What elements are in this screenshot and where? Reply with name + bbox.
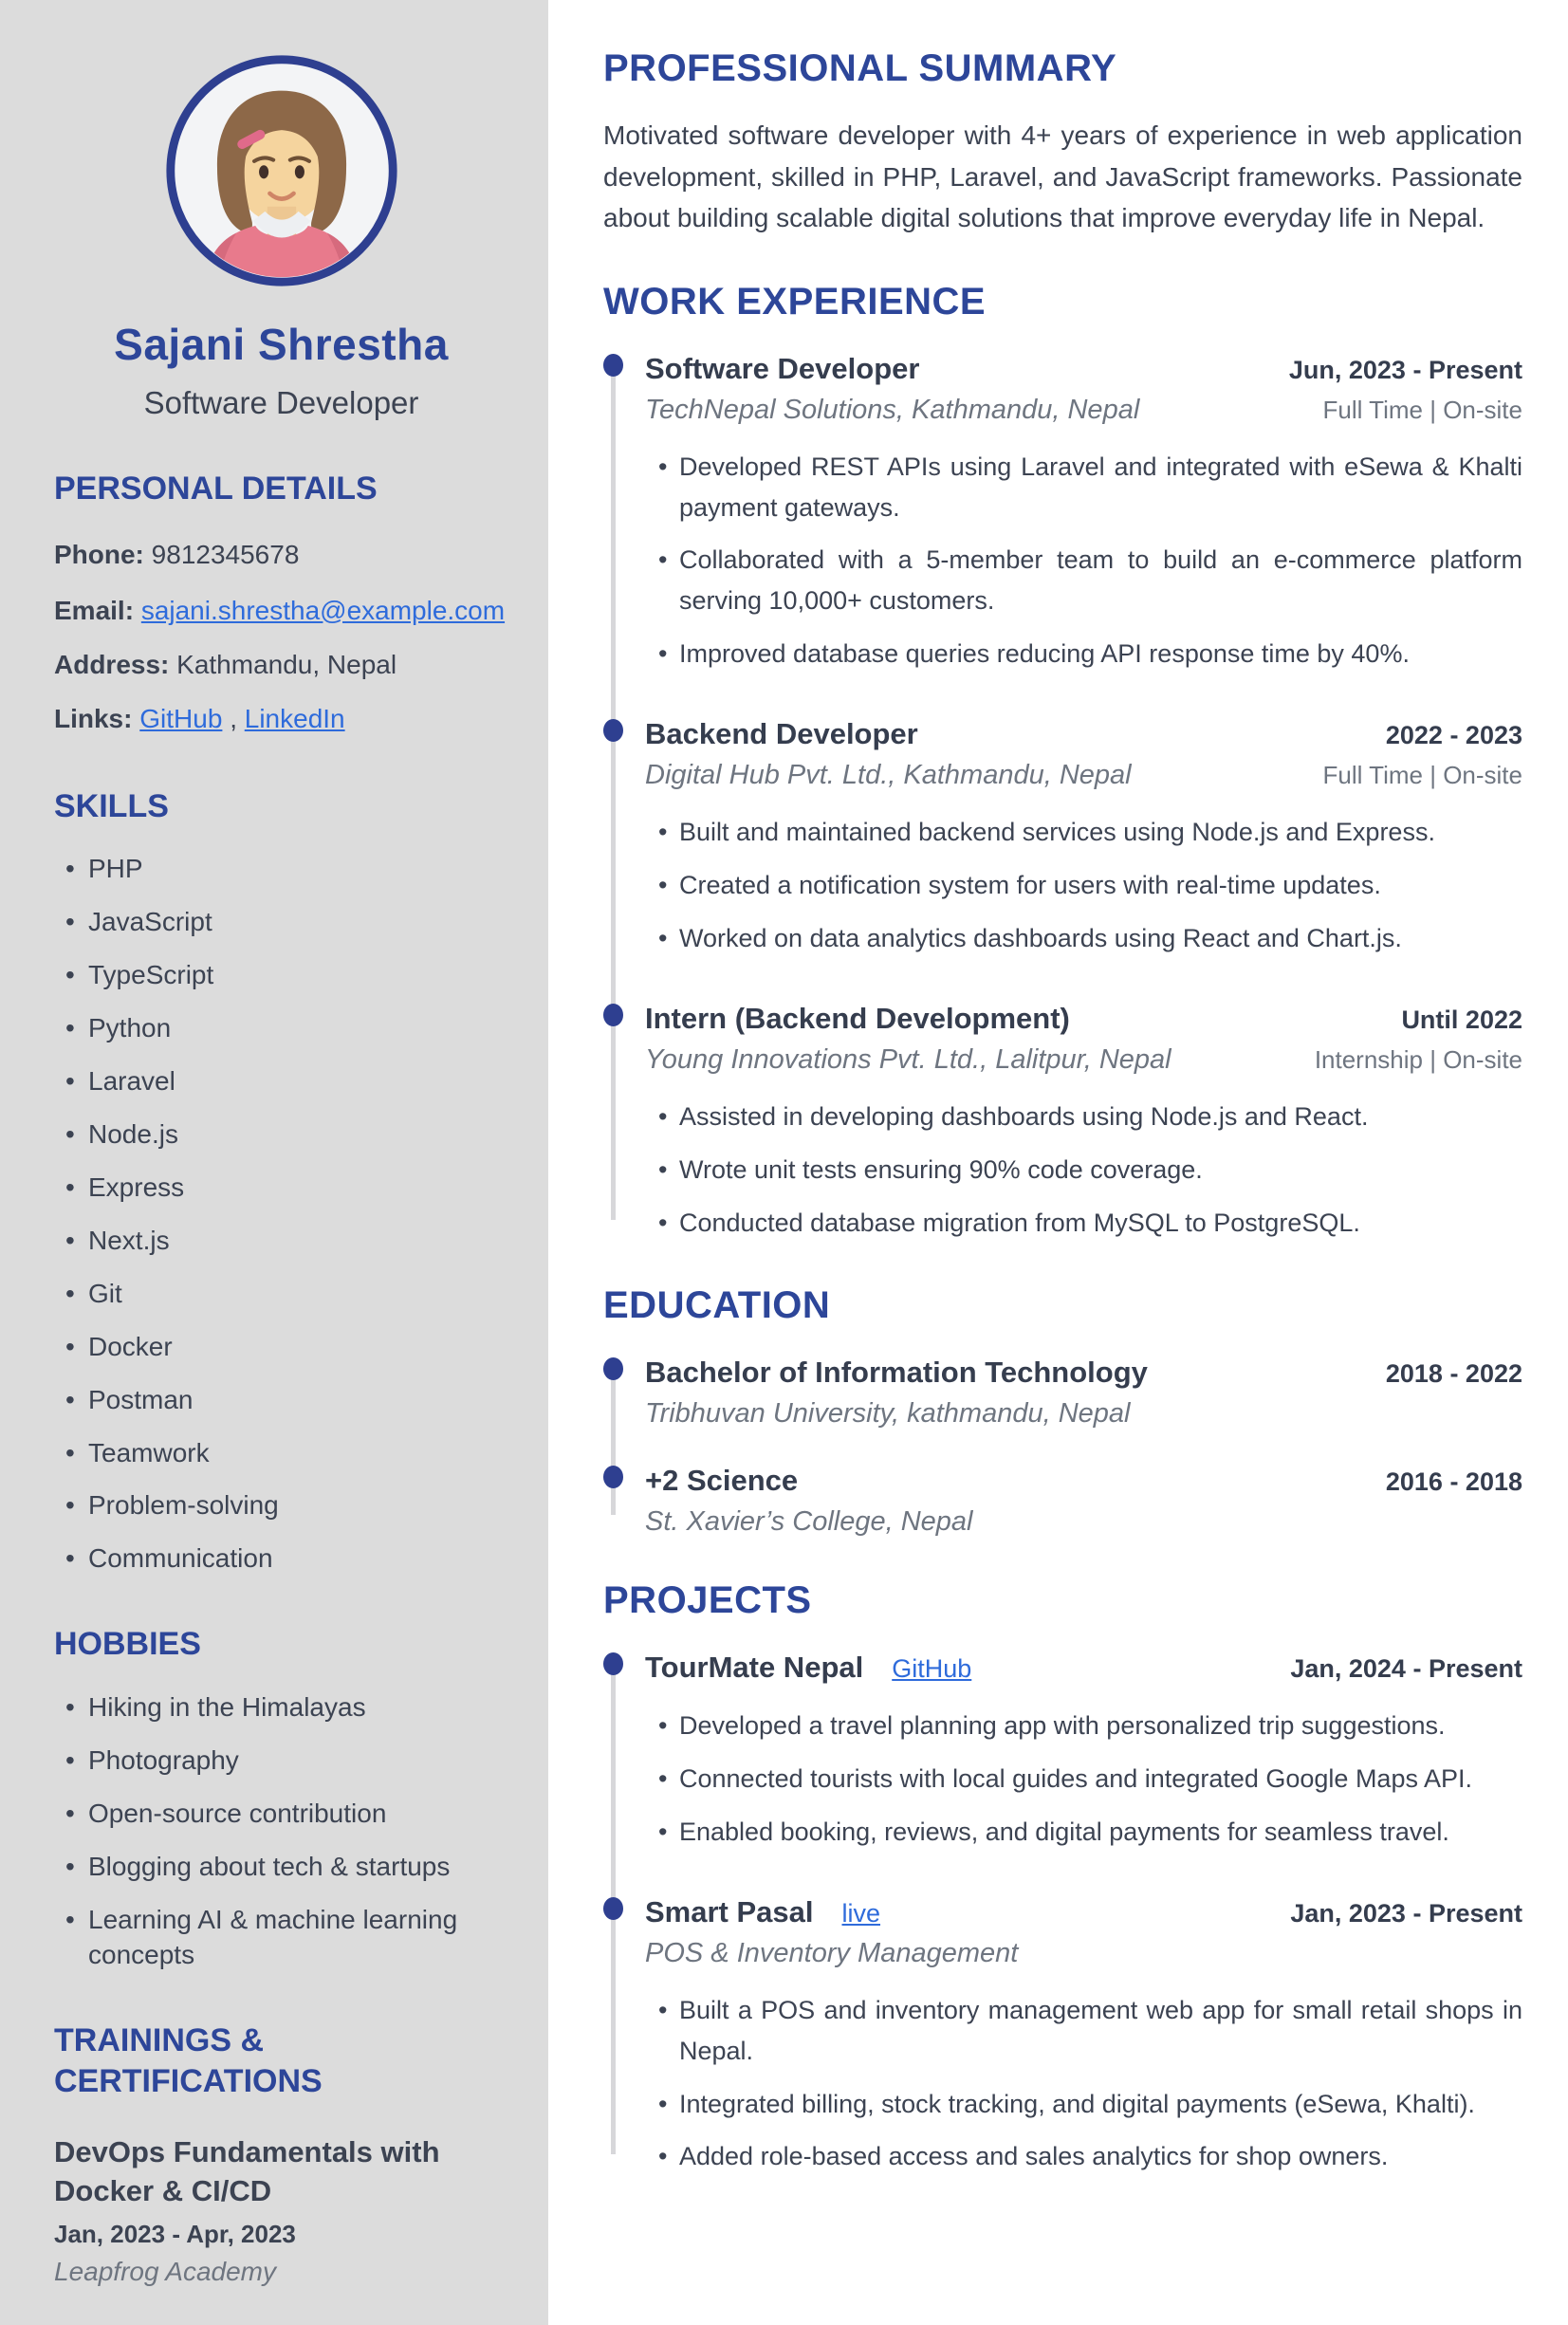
timeline-dot-icon [603,1466,623,1488]
phone-label: Phone: [54,539,144,569]
project-dates: Jan, 2023 - Present [1290,1899,1522,1928]
job-bullet: • Created a notification system for users with real-time updates. [656,865,1522,906]
project-bullet-list [645,1990,1522,2177]
project-live-link[interactable]: live [841,1899,881,1928]
linkedin-profile-link[interactable]: LinkedIn [244,703,345,733]
job-title: Software Developer [645,352,920,386]
profile-photo [162,51,401,290]
education-heading: EDUCATION [603,1284,831,1327]
sidebar [0,0,548,2325]
certification-org: Leapfrog Academy [54,2257,276,2287]
skill-item: • Next.js [64,1224,508,1259]
job-company: Young Innovations Pvt. Ltd., Lalitpur, Nepal [645,1044,1171,1076]
job-bullet: • Wrote unit tests ensuring 90% code coverage. [656,1150,1522,1190]
skill-item: • Python [64,1011,508,1046]
phone-value: 9812345678 [151,539,300,569]
main-content [548,0,1568,2325]
certification-dates: Jan, 2023 - Apr, 2023 [54,2220,296,2249]
certification-title: DevOps Fundamentals with Docker & CI/CD [54,2134,440,2207]
github-profile-link[interactable]: GitHub [139,703,223,733]
experience-entry [645,1002,1522,1243]
project-entry [645,1651,1522,1852]
job-bullet: • Built and maintained backend services using Node.js and Express. [656,812,1522,853]
job-bullet: • Improved database queries reducing API response time by 40%. [656,634,1522,674]
degree-title: +2 Science [645,1464,799,1498]
degree-title: Bachelor of Information Technology [645,1356,1148,1390]
skill-item: • Node.js [64,1117,508,1153]
skill-item: • Problem-solving [64,1488,508,1523]
project-entry [645,1895,1522,2177]
timeline-dot-icon [603,719,623,742]
email-label: Email: [54,595,135,625]
skill-item: • Laravel [64,1064,508,1099]
job-dates: Jun, 2023 - Present [1288,356,1522,385]
address-line [54,645,508,685]
personal-details-heading: PERSONAL DETAILS [54,471,378,507]
summary-text: Motivated software developer with 4+ years of experience in web application development, skilled in PHP, Laravel, and JavaScript frameworks. Passionate about building scalable digital solutions that improve everyday life in Nepal. [603,120,1522,233]
candidate-name: Sajani Shrestha [114,320,449,369]
summary-heading: PROFESSIONAL SUMMARY [603,47,1117,89]
address-value: Kathmandu, Nepal [176,649,397,679]
job-meta: Full Time | On-site [1322,396,1522,425]
project-bullet-list [645,1706,1522,1852]
institution: Tribhuvan University, kathmandu, Nepal [645,1398,1131,1430]
hobby-item: • Open-source contribution [64,1797,508,1832]
address-label: Address: [54,649,170,679]
skill-item: • Git [64,1277,508,1312]
project-bullet: • Added role-based access and sales analytics for shop owners. [656,2136,1522,2177]
institution: St. Xavier’s College, Nepal [645,1506,973,1538]
job-company: Digital Hub Pvt. Ltd., Kathmandu, Nepal [645,760,1132,791]
skill-item: • Docker [64,1330,508,1365]
job-bullet: • Assisted in developing dashboards using Node.js and React. [656,1097,1522,1137]
projects-heading: PROJECTS [603,1579,812,1622]
job-dates: Until 2022 [1401,1006,1522,1035]
hobbies-list [54,1690,508,1973]
project-subtitle: POS & Inventory Management [645,1938,1019,1969]
project-github-link[interactable]: GitHub [892,1654,972,1684]
job-title: Backend Developer [645,717,918,751]
project-title: TourMate Nepal [645,1651,864,1685]
job-bullet-list [645,447,1522,674]
job-bullet: • Conducted database migration from MySQL to PostgreSQL. [656,1203,1522,1244]
timeline-dot-icon [603,1357,623,1380]
experience-entry [645,717,1522,958]
job-bullet-list [645,812,1522,958]
experience-entry [645,352,1522,674]
trainings-heading: TRAININGS & CERTIFICATIONS [54,2021,323,2100]
timeline-dot-icon [603,1004,623,1026]
links-line [54,699,508,739]
education-timeline [603,1356,1522,1538]
hobby-item: • Photography [64,1744,508,1779]
projects-timeline [603,1651,1522,2177]
timeline-line [611,365,616,1220]
project-bullet: • Integrated billing, stock tracking, and digital payments (eSewa, Khalti). [656,2084,1522,2125]
job-dates: 2022 - 2023 [1385,721,1522,750]
degree-dates: 2018 - 2022 [1385,1359,1522,1389]
timeline-line [611,1369,616,1515]
avatar-girl-icon [162,51,401,290]
email-line [54,589,508,631]
skill-item: • Express [64,1171,508,1206]
experience-section [603,281,1522,1243]
skills-list [54,852,508,1577]
projects-section [603,1579,1522,2177]
summary-section [603,47,1522,239]
hobby-item: • Hiking in the Himalayas [64,1690,508,1725]
hobbies-heading: HOBBIES [54,1626,201,1663]
degree-dates: 2016 - 2018 [1385,1467,1522,1497]
job-bullet: • Worked on data analytics dashboards using React and Chart.js. [656,918,1522,959]
timeline-dot-icon [603,1897,623,1920]
project-bullet: • Connected tourists with local guides and integrated Google Maps API. [656,1759,1522,1799]
hobby-item: • Blogging about tech & startups [64,1850,508,1885]
job-bullet-list [645,1097,1522,1243]
job-title: Intern (Backend Development) [645,1002,1070,1036]
skill-item: • Teamwork [64,1436,508,1471]
education-entry [645,1356,1522,1430]
candidate-title: Software Developer [143,385,419,420]
job-bullet: • Collaborated with a 5-member team to build an e-commerce platform serving 10,000+ customers. [656,540,1522,620]
job-meta: Internship | On-site [1314,1045,1522,1075]
skill-item: • TypeScript [64,958,508,993]
job-bullet: • Developed REST APIs using Laravel and integrated with eSewa & Khalti payment gateways. [656,447,1522,527]
skill-item: • PHP [64,852,508,887]
links-separator: , [230,703,237,733]
project-bullet: • Built a POS and inventory management web app for small retail shops in Nepal. [656,1990,1522,2071]
project-bullet: • Enabled booking, reviews, and digital payments for seamless travel. [656,1812,1522,1853]
hobby-item: • Learning AI & machine learning concepts [64,1903,508,1973]
skills-heading: SKILLS [54,787,169,824]
project-title: Smart Pasal [645,1895,814,1929]
job-meta: Full Time | On-site [1322,761,1522,790]
phone-line [54,535,508,575]
skill-item: • JavaScript [64,905,508,940]
personal-details [54,535,508,739]
timeline-dot-icon [603,1652,623,1675]
skill-item: • Postman [64,1383,508,1418]
links-label: Links: [54,703,133,733]
education-section [603,1284,1522,1538]
job-company: TechNepal Solutions, Kathmandu, Nepal [645,395,1140,426]
project-bullet: • Developed a travel planning app with personalized trip suggestions. [656,1706,1522,1746]
experience-timeline [603,352,1522,1243]
experience-heading: WORK EXPERIENCE [603,281,987,323]
education-entry [645,1464,1522,1538]
skill-item: • Communication [64,1541,508,1577]
project-dates: Jan, 2024 - Present [1290,1654,1522,1684]
timeline-dot-icon [603,354,623,377]
email-link[interactable]: sajani.shrestha@example.com [140,595,506,625]
